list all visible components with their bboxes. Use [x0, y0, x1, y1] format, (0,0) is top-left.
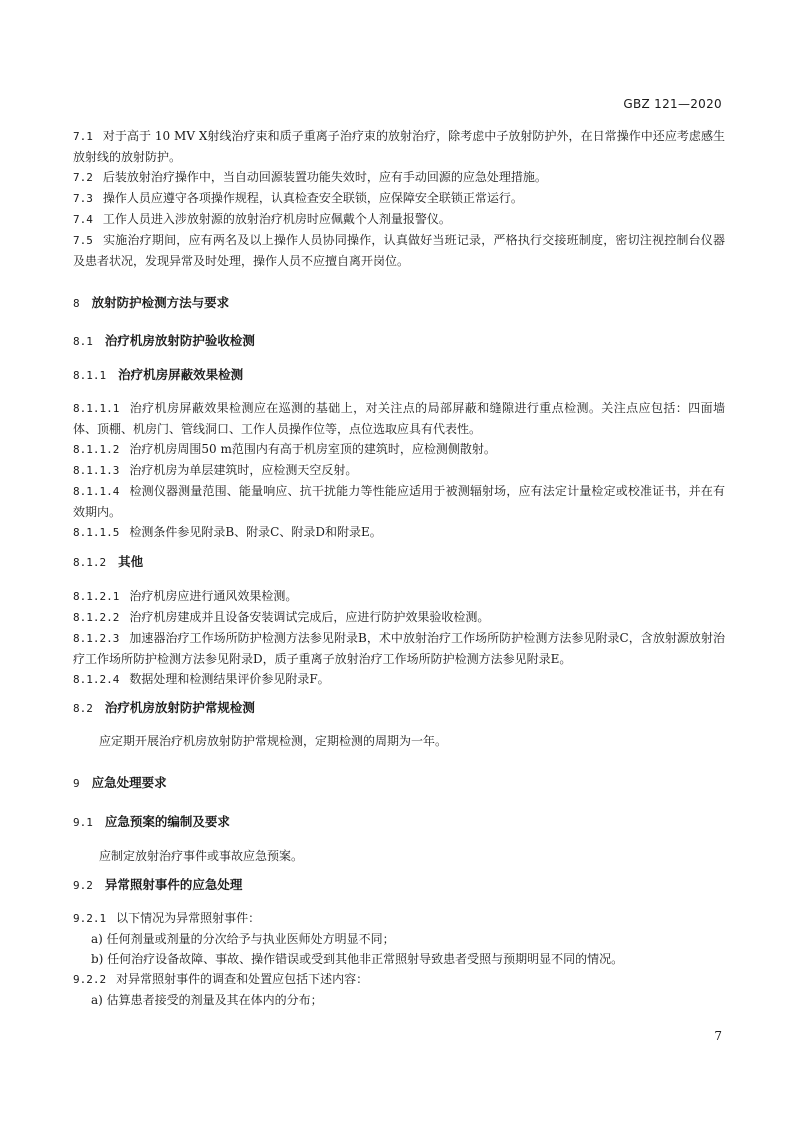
paragraph-9-1: 应制定放射治疗事件或事故应急预案。 — [99, 848, 304, 863]
clause-9-2-1: 9.2.1 以下情况为异常照射事件： — [73, 911, 261, 925]
section-8-heading: 8 放射防护检测方法与要求 — [73, 295, 230, 310]
clause-8-1-1-1: 8.1.1.1 治疗机房屏蔽效果检测应在巡测的基础上，对关注点的局部屏蔽和缝隙进行重点检测。关注点应包括：四面墙体、顶棚、机房门、管线洞口、工作人员操作位等，点位选取应具有代表性。 — [73, 401, 725, 436]
section-9-heading: 9 应急处理要求 — [73, 775, 167, 790]
standard-code: GBZ 121—2020 — [623, 97, 722, 111]
list-item-a: a) 任何剂量或剂量的分次给予与执业医师处方明显不同； — [91, 932, 395, 946]
list-item-a: a) 估算患者接受的剂量及其在体内的分布； — [91, 993, 323, 1007]
clause-8-1-2-2: 8.1.2.2 治疗机房建成并且设备安装调试完成后，应进行防护效果验收检测。 — [73, 609, 490, 624]
clause-7-3: 7.3 操作人员应遵守各项操作规程，认真检查安全联锁，应保障安全联锁正常运行。 — [73, 191, 523, 205]
section-8-1-heading: 8.1 治疗机房放射防护验收检测 — [73, 333, 255, 348]
section-8-1-1-heading: 8.1.1 治疗机房屏蔽效果检测 — [73, 366, 244, 382]
page-number: 7 — [714, 1029, 722, 1043]
section-9-1-heading: 9.1 应急预案的编制及要求 — [73, 814, 230, 829]
clause-8-1-2-1: 8.1.2.1 治疗机房应进行通风效果检测。 — [73, 588, 298, 603]
clause-8-1-1-5: 8.1.1.5 检测条件参见附录B、附录C、附录D和附录E。 — [73, 525, 382, 539]
list-item-b: b) 任何治疗设备故障、事故、操作错误或受到其他非正常照射导致患者受照与预期明显不同的情况。 — [91, 952, 624, 966]
page-content — [73, 126, 725, 1010]
clause-7-1: 7.1 对于高于 10 MV X射线治疗束和质子重离子治疗束的放射治疗，除考虑中子放射防护外，在日常操作中还应考虑感生放射线的放射防护。 — [73, 129, 725, 164]
clause-8-1-1-2: 8.1.1.2 治疗机房周围50 m范围内有高于机房室顶的建筑时，应检测侧散射。 — [73, 442, 496, 456]
clause-7-5: 7.5 实施治疗期间，应有两名及以上操作人员协同操作，认真做好当班记录，严格执行交接班制度，密切注视控制台仪器及患者状况，发现异常及时处理，操作人员不应擅自离开岗位。 — [73, 233, 725, 268]
clause-7-2: 7.2 后装放射治疗操作中，当自动回源装置功能失效时，应有手动回源的应急处理措施。 — [73, 170, 547, 184]
section-8-2-heading: 8.2 治疗机房放射防护常规检测 — [73, 699, 255, 715]
section-9-2-heading: 9.2 异常照射事件的应急处理 — [73, 876, 243, 892]
clause-9-2-2: 9.2.2 对异常照射事件的调查和处置应包括下述内容： — [73, 972, 369, 986]
clause-8-1-1-4: 8.1.1.4 检测仪器测量范围、能量响应、抗干扰能力等性能应适用于被测辐射场，应有法定计量检定或校准证书，并在有效期内。 — [73, 484, 725, 519]
clause-8-1-2-4: 8.1.2.4 数据处理和检测结果评价参见附录F。 — [73, 671, 330, 686]
clause-8-1-1-3: 8.1.1.3 治疗机房为单层建筑时，应检测天空反射。 — [73, 463, 358, 477]
paragraph-8-2: 应定期开展治疗机房放射防护常规检测，定期检测的周期为一年。 — [99, 734, 448, 748]
section-8-1-2-heading: 8.1.2 其他 — [73, 554, 144, 569]
clause-7-4: 7.4 工作人员进入涉放射源的放射治疗机房时应佩戴个人剂量报警仪。 — [73, 212, 451, 226]
clause-8-1-2-3: 8.1.2.3 加速器治疗工作场所防护检测方法参见附录B，术中放射治疗工作场所防护检测方法参见附录C，含放射源放射治疗工作场所防护检测方法参见附录D，质子重离子放射治疗工作场所防护检测方法参见附录E。 — [73, 630, 725, 666]
